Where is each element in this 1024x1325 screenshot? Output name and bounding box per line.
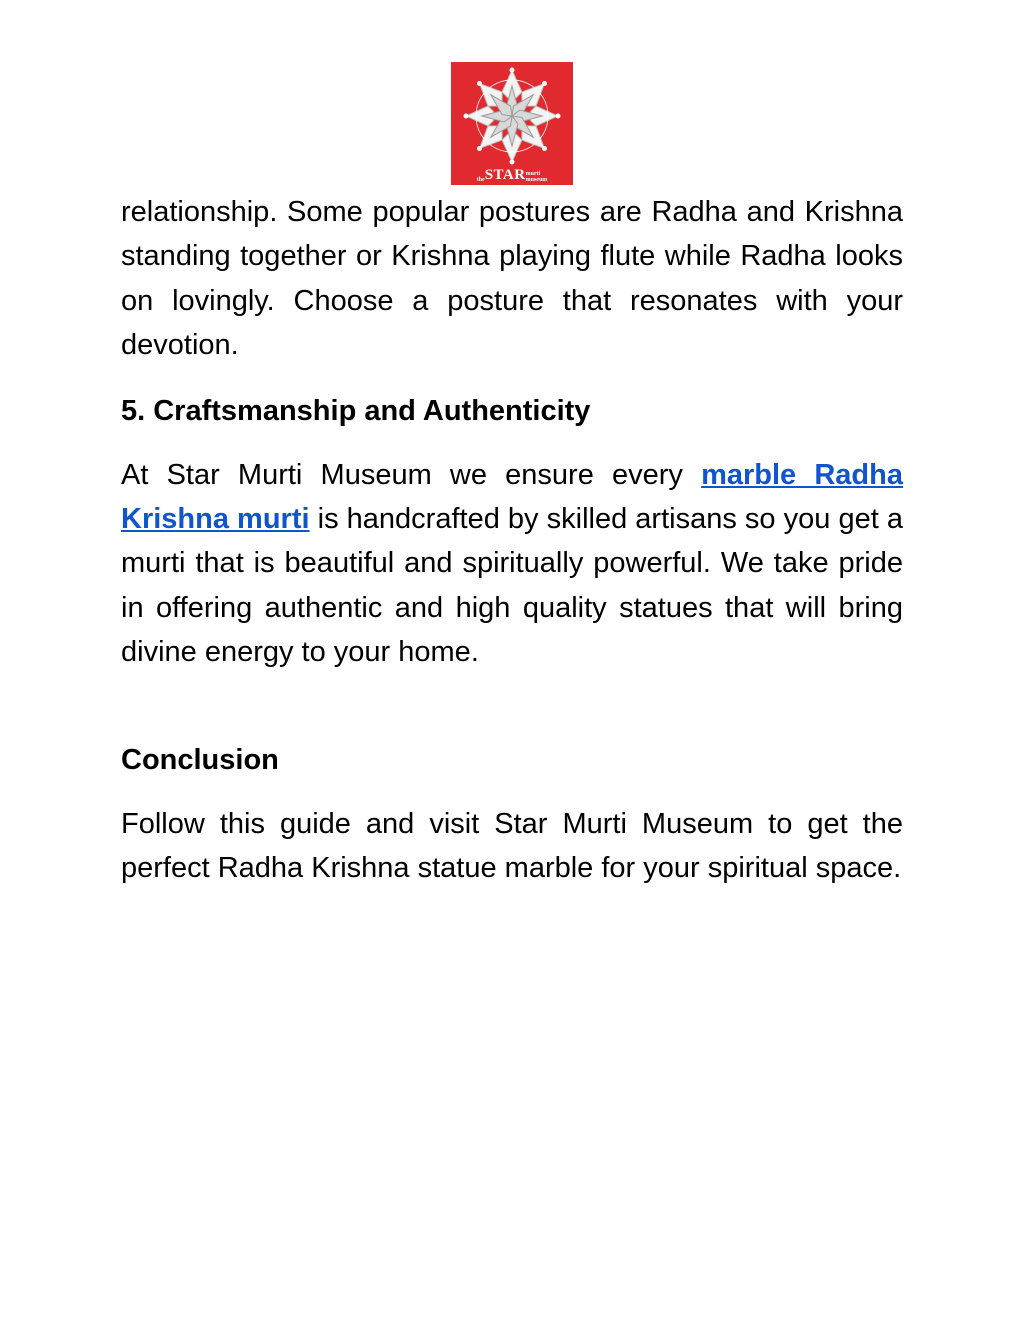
paragraph-craftsmanship [121, 453, 903, 675]
craftsmanship-text-start: At Star Murti Museum we ensure every [121, 458, 702, 491]
section-heading-conclusion: Conclusion [121, 743, 279, 776]
logo-wordmark [451, 167, 573, 183]
paragraph-conclusion: Follow this guide and visit Star Murti Museum to get the perfect Radha Krishna statue marble for your spiritual space. [121, 807, 903, 885]
section-heading-craftsmanship: 5. Craftsmanship and Authenticity [121, 394, 591, 427]
logo-text-murti: murti [525, 171, 541, 177]
marble-radha-krishna-murti-link[interactable]: marble Radha Krishna murti [121, 458, 903, 536]
logo-text-the: the [476, 177, 485, 183]
logo-text-museum: museum [525, 177, 548, 183]
star-murti-museum-logo [451, 62, 573, 185]
paragraph-intro: relationship. Some popular postures are Radha and Krishna standing together or Krishna playing flute while Radha looks on lovingly. Choose a posture that resonates with your devotion. [121, 196, 903, 362]
document-content [121, 190, 903, 890]
star-emblem-icon [451, 62, 573, 166]
logo-text-star: STAR [484, 167, 526, 183]
craftsmanship-text-end: is handcrafted by skilled artisans so you get a murti that is beautiful and spiritually powerful. We take pride in offering authentic and high quality statues that will bring divine energy to your home. [121, 503, 903, 669]
